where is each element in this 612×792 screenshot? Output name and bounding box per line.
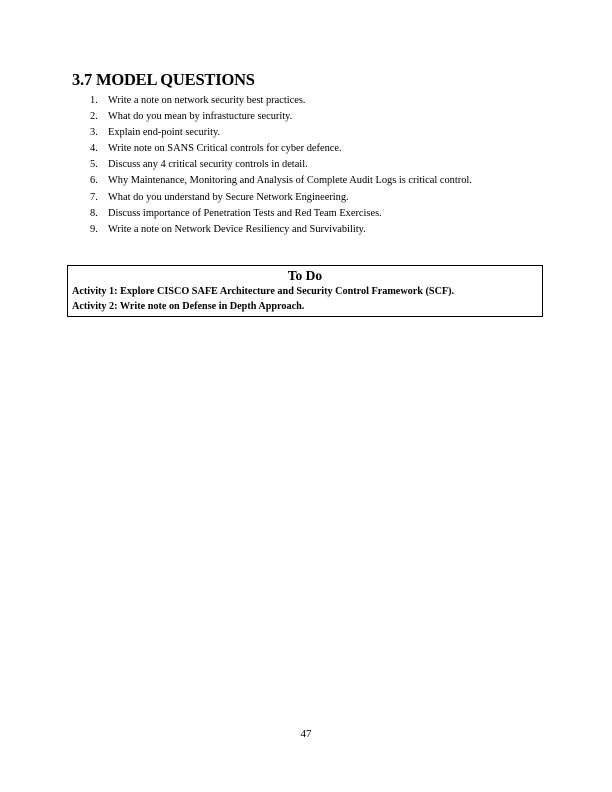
question-item xyxy=(90,141,472,157)
question-text: Discuss importance of Penetration Tests and Red Team Exercises. xyxy=(108,207,382,219)
question-item xyxy=(90,157,472,173)
activity-1: Activity 1: Explore CISCO SAFE Architecture and Security Control Framework (SCF). xyxy=(72,286,455,297)
question-text: Explain end-point security. xyxy=(108,127,221,139)
question-text: Write a note on Network Device Resiliency and Survivability. xyxy=(108,223,366,235)
question-number: 5. xyxy=(90,159,98,171)
question-item xyxy=(90,93,472,109)
question-number: 3. xyxy=(90,127,98,139)
question-text: Discuss any 4 critical security controls in detail. xyxy=(108,159,308,171)
question-number: 2. xyxy=(90,111,98,123)
question-number: 1. xyxy=(90,95,98,106)
question-item xyxy=(90,206,472,222)
page-number: 47 xyxy=(300,728,312,740)
question-text: Write note on SANS Critical controls for cyber defence. xyxy=(108,143,342,155)
todo-box xyxy=(67,265,543,317)
question-number: 4. xyxy=(90,143,98,155)
activity-2: Activity 2: Write note on Defense in Depth Approach. xyxy=(72,301,305,312)
question-text: Write a note on network security best practices. xyxy=(108,95,306,106)
question-number: 6. xyxy=(90,175,98,187)
question-item xyxy=(90,190,472,206)
question-text: What do you mean by infrastucture security. xyxy=(108,111,293,123)
question-number: 7. xyxy=(90,191,98,203)
todo-title: To Do xyxy=(287,268,323,283)
model-questions-list xyxy=(90,93,472,238)
question-item xyxy=(90,125,472,141)
section-heading: 3.7 MODEL QUESTIONS xyxy=(72,70,255,89)
question-number: 8. xyxy=(90,207,98,219)
question-item xyxy=(90,222,472,238)
question-item xyxy=(90,173,472,189)
question-number: 9. xyxy=(90,223,98,235)
question-text: What do you understand by Secure Network Engineering. xyxy=(108,191,349,203)
question-item xyxy=(90,109,472,125)
question-text: Why Maintenance, Monitoring and Analysis of Complete Audit Logs is critical control. xyxy=(108,175,472,187)
